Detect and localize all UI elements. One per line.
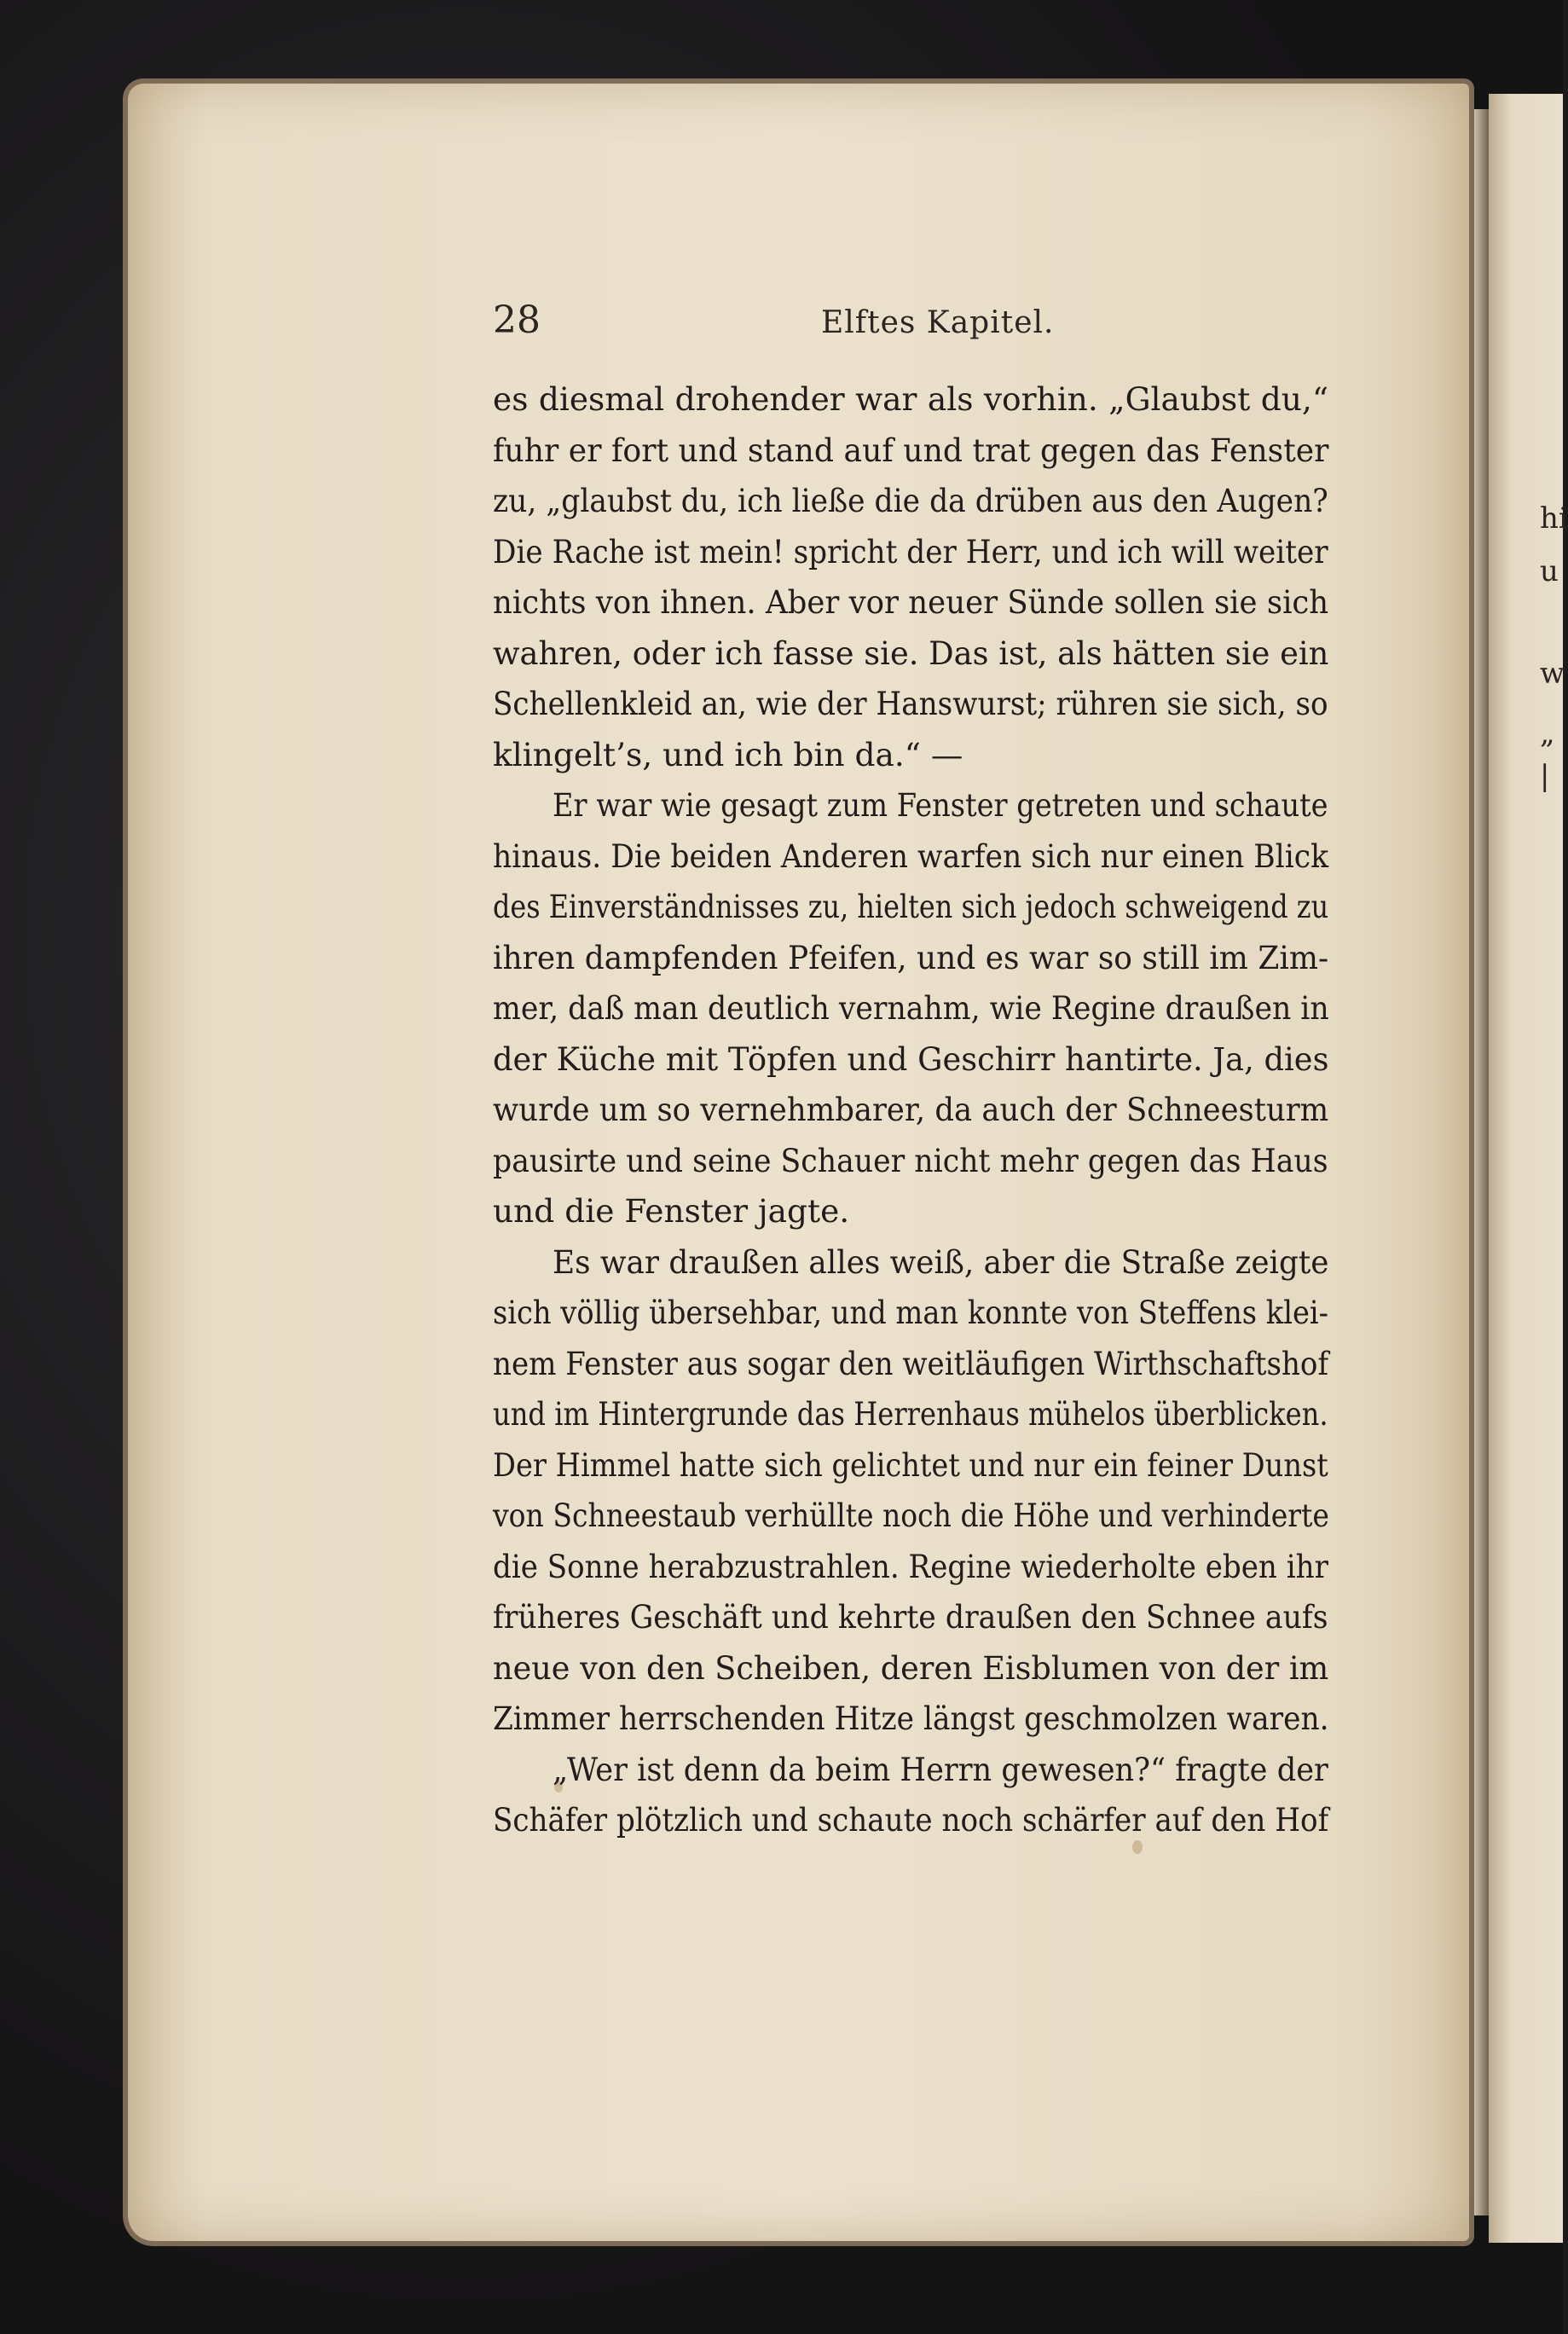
text-line: Der Himmel hatte sich gelichtet und nur ein feiner Dunst <box>493 1446 1328 1484</box>
text-line: Schäfer plötzlich und schaute noch schärfer auf den Hof <box>493 1801 1329 1839</box>
text-line: nichts von ihnen. Aber vor neuer Sünde sollen sie sich <box>493 583 1329 621</box>
text-line: es diesmal drohender war als vorhin. „Glaubst du,“ <box>493 380 1328 418</box>
text-line: Er war wie gesagt zum Fenster getreten und schaute <box>553 786 1328 824</box>
facing-page-fragment: „ <box>1540 716 1555 750</box>
text-line: Schellenkleid an, wie der Hanswurst; rühren sie sich, so <box>493 685 1328 722</box>
text-line: Es war draußen alles weiß, aber die Straße zeigte <box>553 1243 1329 1281</box>
text-line: wahren, oder ich fasse sie. Das ist, als hätten sie ein <box>493 634 1329 672</box>
text-line: neue von den Scheiben, deren Eisblumen von der im <box>493 1649 1329 1687</box>
text-line: früheres Geschäft und kehrte draußen den Schnee aufs <box>493 1598 1328 1636</box>
text-line: sich völlig übersehbar, und man konnte von Steffens klei- <box>493 1294 1329 1331</box>
text-line: und die Fenster jagte. <box>493 1192 850 1230</box>
text-line: pausirte und seine Schauer nicht mehr gegen das Haus <box>493 1142 1328 1179</box>
facing-page-fragment: u <box>1540 554 1559 588</box>
facing-page-fragment: | <box>1540 759 1550 793</box>
text-line: nem Fenster aus sogar den weitläufigen Wirthschaftshof <box>493 1345 1329 1382</box>
text-line: des Einverständnisses zu, hielten sich jedoch schweigend zu <box>493 888 1329 925</box>
text-line: hinaus. Die beiden Anderen warfen sich nur einen Blick <box>493 837 1329 875</box>
text-line: ihren dampfenden Pfeifen, und es war so still im Zim- <box>493 939 1329 976</box>
facing-page-fragment: w <box>1540 657 1565 691</box>
facing-page-fragment: hi <box>1540 501 1568 536</box>
text-line: Die Rache ist mein! spricht der Herr, und ich will weiter <box>493 533 1328 570</box>
text-line: zu, „glaubst du, ich ließe die da drüben aus den Augen? <box>493 482 1328 519</box>
text-line: klingelt’s, und ich bin da.“ — <box>493 736 963 773</box>
text-line: von Schneestaub verhüllte noch die Höhe und verhinderte <box>493 1497 1329 1534</box>
text-line: mer, daß man deutlich vernahm, wie Regine draußen in <box>493 989 1329 1027</box>
running-head: Elftes Kapitel. <box>821 305 1055 340</box>
page-header <box>493 298 1354 350</box>
text-line: „Wer ist denn da beim Herrn gewesen?“ fragte der <box>553 1751 1328 1788</box>
text-line: die Sonne herabzustrahlen. Regine wiederholte eben ihr <box>493 1548 1328 1585</box>
text-line: wurde um so vernehmbarer, da auch der Schneesturm <box>493 1091 1329 1128</box>
page-number: 28 <box>493 298 541 342</box>
text-line: fuhr er fort und stand auf und trat gegen das Fenster <box>493 431 1329 469</box>
text-line: und im Hintergrunde das Herrenhaus mühelos überblicken. <box>493 1395 1328 1433</box>
facing-page-edge <box>1489 94 1568 2243</box>
text-line: Zimmer herrschenden Hitze längst geschmolzen waren. <box>493 1700 1329 1737</box>
text-line: der Küche mit Töpfen und Geschirr hantirte. Ja, dies <box>493 1040 1329 1078</box>
body-text <box>493 375 1328 1868</box>
